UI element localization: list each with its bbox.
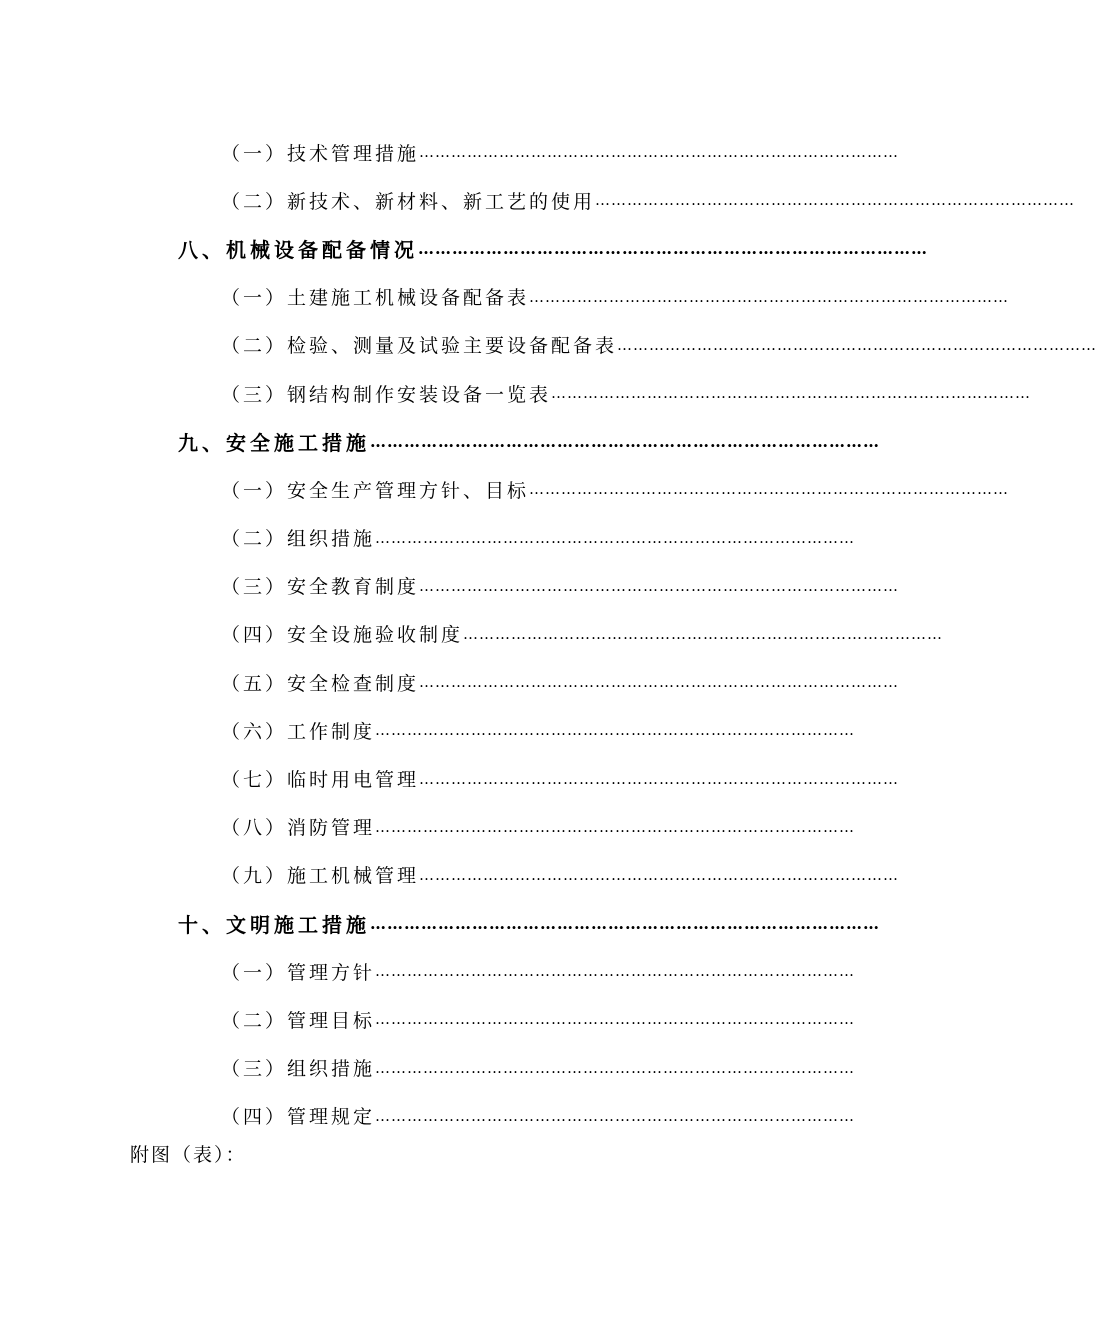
toc-entry-label: （二）组织措施 <box>221 528 376 551</box>
toc-section-label: 十、文明施工措施 <box>178 912 370 937</box>
table-of-contents <box>0 128 1097 1140</box>
toc-entry-label: （八）消防管理 <box>221 817 376 840</box>
toc-entry-label: （七）临时用电管理 <box>221 769 420 792</box>
dot-leader: ……………………………………………………………………………… <box>551 384 1032 403</box>
toc-entry-label: （六）工作制度 <box>221 720 376 743</box>
toc-entry[interactable] <box>0 1044 856 1092</box>
appendix-heading: 附图（表）： <box>130 1144 247 1166</box>
toc-entry[interactable] <box>0 562 900 610</box>
dot-leader: ……………………………………………………………………………… <box>375 1106 856 1125</box>
toc-entry-label: （三）安全教育制度 <box>221 576 420 599</box>
toc-entry[interactable] <box>0 658 900 706</box>
dot-leader: ……………………………………………………………………………… <box>375 1058 856 1077</box>
dot-leader: ……………………………………………………………………………… <box>370 913 880 933</box>
dot-leader: ……………………………………………………………………………… <box>418 238 928 258</box>
dot-leader: ……………………………………………………………………………… <box>375 817 856 836</box>
toc-entry[interactable] <box>0 803 856 851</box>
dot-leader: ……………………………………………………………………………… <box>375 962 856 981</box>
toc-section-heading[interactable] <box>0 899 880 947</box>
toc-entry[interactable] <box>0 610 944 658</box>
toc-entry[interactable] <box>0 321 1097 369</box>
toc-entry-label: （九）施工机械管理 <box>221 865 420 888</box>
toc-entry-label: （一）土建施工机械设备配备表 <box>221 287 530 310</box>
toc-entry[interactable] <box>0 1092 856 1140</box>
dot-leader: ……………………………………………………………………………… <box>529 480 1010 499</box>
dot-leader: ……………………………………………………………………………… <box>419 769 900 788</box>
toc-entry-label: （二）新技术、新材料、新工艺的使用 <box>221 190 596 213</box>
toc-entry[interactable] <box>0 465 1010 513</box>
toc-entry-label: （一）安全生产管理方针、目标 <box>221 479 530 502</box>
toc-entry[interactable] <box>0 754 900 802</box>
dot-leader: ……………………………………………………………………………… <box>463 624 944 643</box>
dot-leader: ……………………………………………………………………………… <box>375 721 856 740</box>
dot-leader: ……………………………………………………………………………… <box>375 528 856 547</box>
toc-entry-label: （一）技术管理措施 <box>221 142 420 165</box>
dot-leader: ……………………………………………………………………………… <box>419 576 900 595</box>
toc-entry[interactable] <box>0 514 856 562</box>
toc-entry[interactable] <box>0 851 900 899</box>
toc-entry[interactable] <box>0 995 856 1043</box>
toc-section-heading[interactable] <box>0 417 880 465</box>
toc-entry[interactable] <box>0 947 856 995</box>
toc-entry-label: （五）安全检查制度 <box>221 672 420 695</box>
dot-leader: ……………………………………………………………………………… <box>529 287 1010 306</box>
toc-entry-label: （三）组织措施 <box>221 1058 376 1081</box>
dot-leader: ……………………………………………………………………………… <box>375 1010 856 1029</box>
toc-entry[interactable] <box>0 369 1032 417</box>
dot-leader: ……………………………………………………………………………… <box>617 335 1097 354</box>
dot-leader: ……………………………………………………………………………… <box>419 143 900 162</box>
dot-leader: ……………………………………………………………………………… <box>595 191 1076 210</box>
toc-entry-label: （四）安全设施验收制度 <box>221 624 464 647</box>
toc-entry-label: （二）检验、测量及试验主要设备配备表 <box>221 335 618 358</box>
dot-leader: ……………………………………………………………………………… <box>419 865 900 884</box>
toc-entry-label: （四）管理规定 <box>221 1106 376 1129</box>
toc-section-label: 九、安全施工措施 <box>178 430 370 455</box>
toc-entry-label: （三）钢结构制作安装设备一览表 <box>221 383 552 406</box>
dot-leader: ……………………………………………………………………………… <box>370 431 880 451</box>
toc-entry[interactable] <box>0 176 1076 224</box>
toc-entry[interactable] <box>0 706 856 754</box>
toc-section-heading[interactable] <box>0 224 928 272</box>
dot-leader: ……………………………………………………………………………… <box>419 673 900 692</box>
toc-entry[interactable] <box>0 273 1010 321</box>
toc-section-label: 八、机械设备配备情况 <box>178 237 418 262</box>
toc-entry[interactable] <box>0 128 900 176</box>
toc-entry-label: （一）管理方针 <box>221 961 376 984</box>
toc-entry-label: （二）管理目标 <box>221 1009 376 1032</box>
